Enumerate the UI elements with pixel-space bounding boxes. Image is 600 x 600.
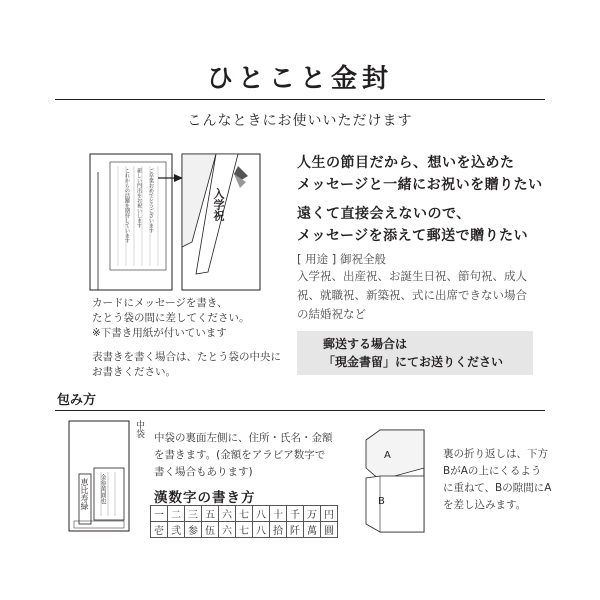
usage-line-3: の結婚祝など — [297, 307, 366, 321]
kanji-cell: 伍 — [202, 522, 219, 538]
kanji-cell: 円 — [321, 506, 338, 522]
title-divider — [55, 99, 545, 100]
message-1-line-1: 人生の節目だから、想いを込めた — [297, 155, 515, 171]
kanji-cell: 七 — [236, 506, 253, 522]
kanji-row-formal — [151, 522, 338, 538]
usage-line-2: 祝、就職祝、新築祝、式に出席できない場合 — [297, 288, 527, 302]
folded-envelope — [362, 428, 432, 534]
kanji-cell: 圓 — [321, 522, 338, 538]
message-1 — [297, 152, 543, 196]
card-message-1: ご卒業おめでとうございます — [148, 168, 154, 233]
kanji-cell: 萬 — [304, 522, 321, 538]
folded-envelope-drawing — [362, 428, 432, 534]
kanji-cell: 千 — [287, 506, 304, 522]
front-note-line-1: 表書きを書く場合は、たとう袋の中央に — [92, 351, 281, 363]
kanji-cell: 十 — [270, 506, 287, 522]
usage-list — [297, 267, 527, 324]
usage-line-1: 入学祝、出産祝、お誕生日祝、節句祝、成人 — [297, 269, 527, 283]
kanji-cell: 阡 — [287, 522, 304, 538]
card-illustration — [88, 152, 268, 292]
envelope-label: 入学祝 — [212, 188, 225, 221]
card-message-3: これからの活躍を期待しています — [124, 168, 130, 243]
kanji-cell: 六 — [219, 522, 236, 538]
card-note — [92, 296, 250, 341]
label-b: B — [378, 496, 385, 507]
fold-instr-3: に重ねて、Bの隙間にA — [443, 482, 552, 494]
mailing-line-2: 「現金書留」にてお送りください — [323, 355, 504, 369]
inner-tag — [133, 420, 145, 438]
message-1-line-2: メッセージと一緒にお祝いを贈りたい — [297, 177, 543, 193]
kanji-cell: 万 — [304, 506, 321, 522]
kanji-cell: 二 — [168, 506, 185, 522]
kanji-table-wrap — [150, 505, 338, 538]
mailing-notice — [297, 331, 533, 375]
fold-instructions — [443, 446, 551, 514]
kanji-row-standard — [151, 506, 338, 522]
template-note: ※下書き用紙が付いています — [92, 327, 227, 339]
inner-tag-text: 中袋 — [134, 420, 144, 438]
name-sample: 恵比寿緑 — [80, 478, 89, 510]
kanji-cell: 六 — [219, 506, 236, 522]
usage-label: [ 用途 ] 御祝全般 — [297, 252, 386, 266]
kanji-cell: 五 — [202, 506, 219, 522]
amount-sample: 金参萬圓也 — [99, 474, 106, 504]
card-envelope-drawing — [88, 152, 268, 292]
kanji-title: 漢数字の書き方 — [154, 490, 256, 506]
kanji-cell: 参 — [185, 522, 202, 538]
card-note-line-1: カードにメッセージを書き、 — [92, 297, 228, 309]
wrap-heading: 包み方 — [57, 393, 97, 408]
message-2-line-1: 遠くて直接会えないので、 — [297, 206, 471, 222]
wrap-divider — [55, 410, 545, 411]
kanji-cell: 一 — [151, 506, 168, 522]
fold-instr-2: BがAの上にくるよう — [443, 465, 542, 477]
card-message-2: 新しい門出をお祝いします — [136, 168, 142, 228]
subtitle: こんなときにお使いいただけます — [187, 113, 413, 129]
kanji-cell: 八 — [253, 522, 270, 538]
mailing-line-1: 郵送する場合は — [323, 337, 408, 351]
label-a: A — [384, 450, 391, 461]
inner-instr-3: 書く場合もあります) — [154, 466, 253, 478]
front-note — [92, 350, 281, 380]
kanji-cell: 七 — [236, 522, 253, 538]
kanji-cell: 八 — [253, 506, 270, 522]
message-2-line-2: メッセージを添えて郵送で贈りたい — [297, 228, 529, 244]
kanji-cell: 壱 — [151, 522, 168, 538]
inner-instr-1: 中袋の裏面左側に、住所・氏名・金額 — [154, 432, 333, 444]
kanji-table — [150, 505, 338, 538]
page-title: ひとこと金封 — [206, 64, 393, 94]
message-2 — [297, 203, 528, 247]
kanji-cell: 拾 — [270, 522, 287, 538]
card-note-line-2: たとう袋の間に差してください。 — [92, 312, 250, 324]
inner-envelope — [68, 420, 130, 532]
kanji-cell: 三 — [185, 506, 202, 522]
fold-instr-1: 裏の折り返しは、下方 — [443, 448, 548, 460]
front-note-line-2: お書きください。 — [92, 366, 176, 378]
kanji-cell: 弐 — [168, 522, 185, 538]
inner-instructions — [154, 430, 333, 481]
fold-instr-4: を差し込みます。 — [443, 499, 527, 511]
inner-instr-2: を書きます。(金額をアラビア数字で — [154, 449, 326, 461]
